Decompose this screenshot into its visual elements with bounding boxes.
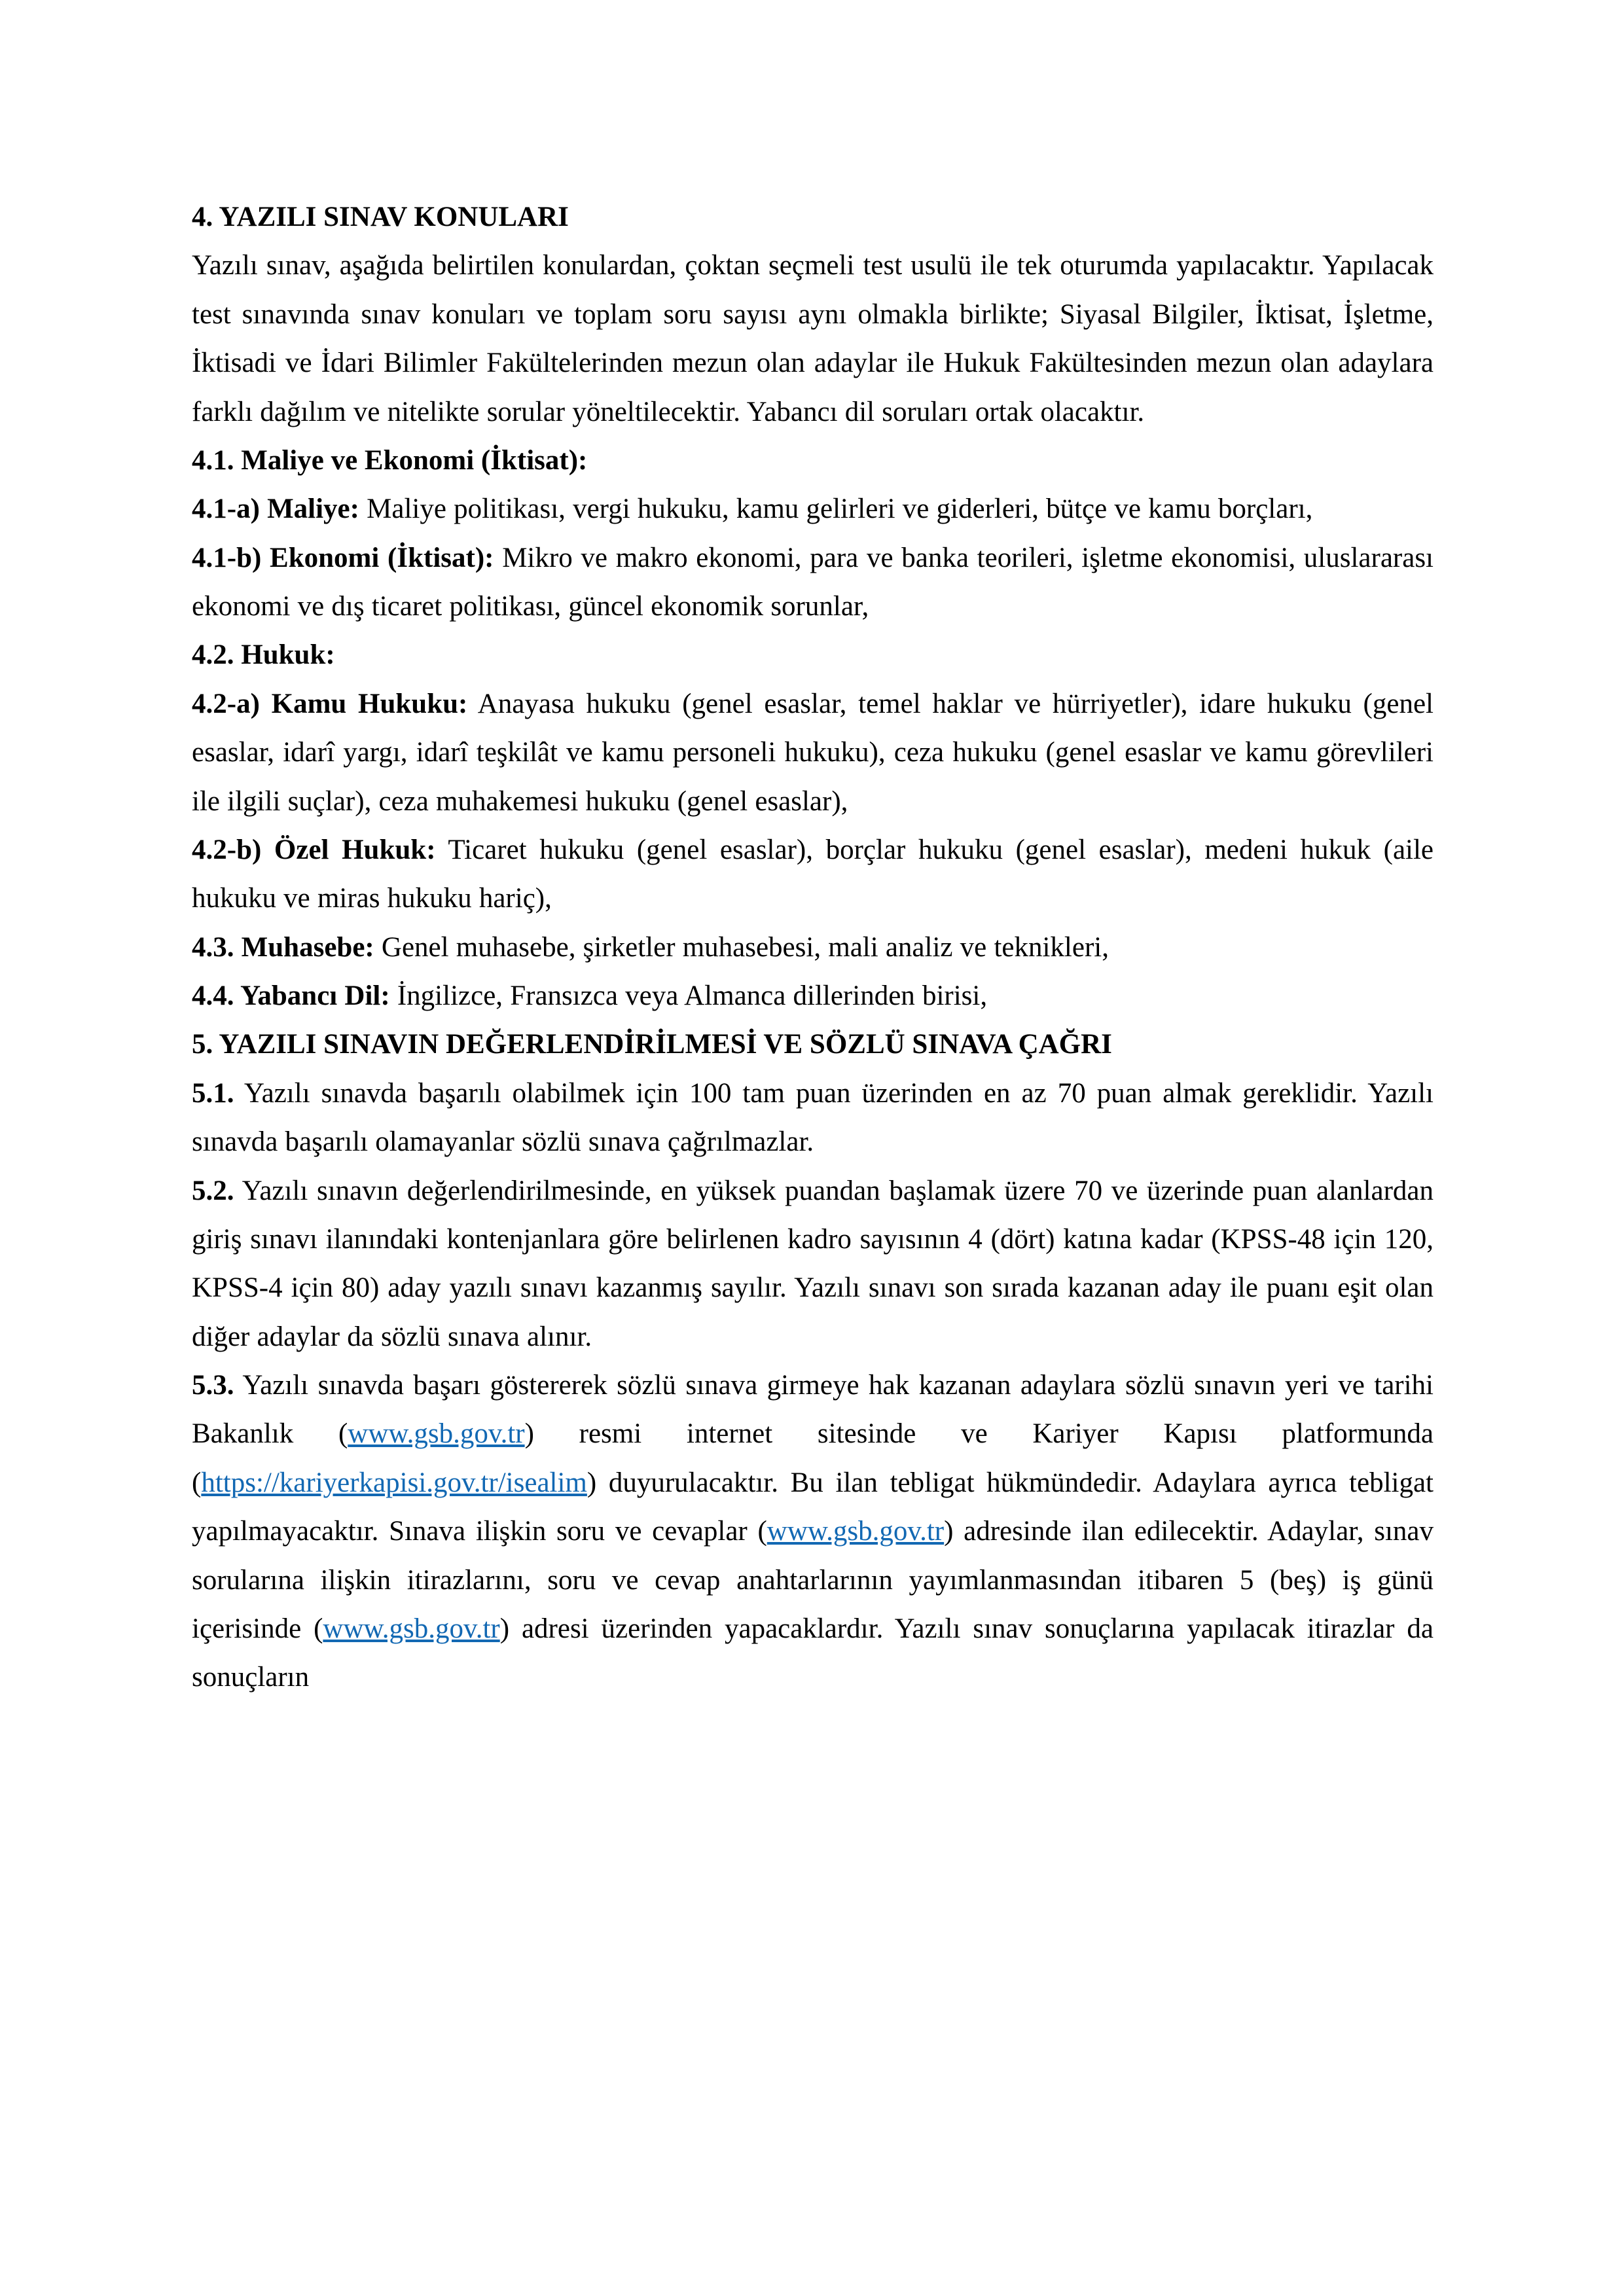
paragraph-4-3-body: Genel muhasebe, şirketler muhasebesi, mali analiz ve teknikleri, [374,931,1109,963]
paragraph-4-3 [192,924,1434,972]
hyperlink-5[interactable]: www.gsb.gov.tr [767,1516,945,1547]
paragraph-5-2-lead: 5.2. [192,1175,234,1206]
paragraph-4-2-a [192,680,1434,826]
paragraph-4-2-b-lead: 4.2-b) Özel Hukuk: [192,834,436,865]
paragraph-4-2-b-body: Ticaret hukuku (genel esaslar), borçlar hukuku (genel esaslar), medeni hukuk (aile hukuku ve miras hukuku hariç), [192,834,1434,914]
section-heading-5: 5. YAZILI SINAVIN DEĞERLENDİRİLMESİ VE SÖZLÜ SINAVA ÇAĞRI [192,1029,1112,1060]
hyperlink-1[interactable]: www.gsb.gov.tr [348,1418,525,1450]
document-body [192,193,1434,1702]
text-run-0: Yazılı sınavda başarı göstererek sözlü sınava girmeye hak kazanan adaylara sözlü sınavın yeri ve tarihi Bakanlık ( [192,1370,1434,1450]
text-run-4: ) duyurulacaktır. Bu ilan tebligat hükmündedir. Adaylara ayrıca tebligat yapılmayacaktır. Sınava ilişkin soru ve cevaplar ( [192,1467,1434,1547]
paragraph-4-1-b-body: Mikro ve makro ekonomi, para ve banka teorileri, işletme ekonomisi, uluslararası ekonomi ve dış ticaret politikası, güncel ekonomik sorunlar, [192,542,1434,622]
section-heading-4: 4. YAZILI SINAV KONULARI [192,202,569,232]
section-heading-4-1: 4.1. Maliye ve Ekonomi (İktisat): [192,444,588,476]
paragraph-4-4-lead: 4.4. Yabancı Dil: [192,980,390,1011]
paragraph-4-intro: Yazılı sınav, aşağıda belirtilen konulardan, çoktan seçmeli test usulü ile tek oturumda yapılacaktır. Yapılacak test sınavında sınav konuları ve toplam soru sayısı aynı olmakla birlikte; Siyasal Bilgiler, İktisat, İşletme, İktisadi ve İdari Bilimler Fakültelerinden mezun olan adaylar ile Hukuk Fakültesinden mezun olan adaylara farklı dağılım ve nitelikte sorular yöneltilecektir. Yabancı dil soruları ortak olacaktır. [192,250,1434,427]
paragraph-4-4-body: İngilizce, Fransızca veya Almanca dillerinden birisi, [389,980,988,1011]
paragraph-5-2-body: Yazılı sınavın değerlendirilmesinde, en yüksek puandan başlamak üzere 70 ve üzerinde puan alanlardan giriş sınavı ilanındaki kontenjanlara göre belirlenen kadro sayısının 4 (dört) katına kadar (KPSS-48 için 120, KPSS-4 için 80) aday yazılı sınavı kazanmış sayılır. Yazılı sınavı son sırada kazanan aday ile puanı eşit olan diğer adaylar da sözlü sınava alınır. [192,1175,1434,1352]
text-run-2: ) resmi internet sitesinde ve Kariyer Kapısı platformunda ( [192,1418,1434,1498]
paragraph-4-1-a-lead: 4.1-a) Maliye: [192,493,359,525]
paragraph-4-2-a-body: Anayasa hukuku (genel esaslar, temel haklar ve hürriyetler), idare hukuku (genel esaslar, idarî yargı, idarî teşkilât ve kamu personeli hukuku), ceza hukuku (genel esaslar ve kamu görevlileri ile ilgili suçlar), ceza muhakemesi hukuku (genel esaslar), [192,688,1434,817]
paragraph-4-4 [192,972,1434,1020]
section-heading-4-2: 4.2. Hukuk: [192,639,335,671]
paragraph-4-2-b [192,826,1434,924]
paragraph-5-3-lead: 5.3. [192,1370,234,1401]
text-run-6: ) adresinde ilan edilecektir. Adaylar, sınav sorularına ilişkin itirazlarını, soru ve cevap anahtarlarının yayımlanmasından itibaren 5 (beş) iş günü içerisinde ( [192,1516,1434,1644]
text-run-8: ) adresi üzerinden yapacaklardır. Yazılı sınav sonuçlarına yapılacak itirazlar da sonuçların [192,1613,1434,1693]
paragraph-5-1-body: Yazılı sınavda başarılı olabilmek için 100 tam puan üzerinden en az 70 puan almak gereklidir. Yazılı sınavda başarılı olamayanlar sözlü sınava çağrılmazlar. [192,1077,1434,1158]
paragraph-5-3 [192,1361,1434,1702]
paragraph-4-2-a-lead: 4.2-a) Kamu Hukuku: [192,688,468,719]
paragraph-5-1-lead: 5.1. [192,1077,234,1109]
paragraph-4-1-b-lead: 4.1-b) Ekonomi (İktisat): [192,542,494,573]
paragraph-5-1 [192,1069,1434,1167]
paragraph-4-1-b [192,534,1434,632]
paragraph-5-2 [192,1167,1434,1362]
paragraph-4-1-a-body: Maliye politikası, vergi hukuku, kamu gelirleri ve giderleri, bütçe ve kamu borçları, [359,493,1313,525]
paragraph-4-1-a [192,485,1434,533]
hyperlink-3[interactable]: https://kariyerkapisi.gov.tr/isealim [201,1467,587,1498]
hyperlink-7[interactable]: www.gsb.gov.tr [323,1613,500,1644]
paragraph-5-3-body [192,1370,1434,1693]
paragraph-4-3-lead: 4.3. Muhasebe: [192,931,374,963]
